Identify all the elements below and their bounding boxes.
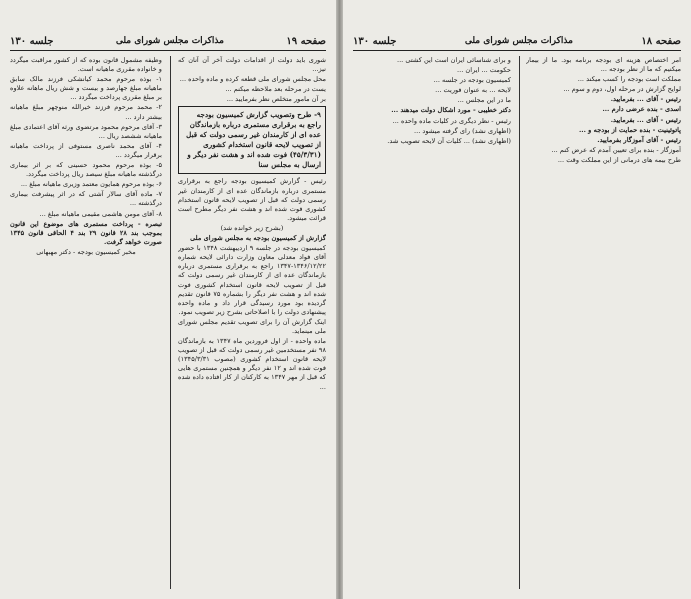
paragraph: یست در مرحله بعد ملاحظه میکنم ...	[225, 85, 326, 94]
speaker-line: رئیس - آقای ... بفرمایید.	[610, 115, 681, 124]
column-divider	[519, 56, 520, 589]
paragraph: گزارش از کمیسیون بودجه به مجلس شورای ملی	[190, 234, 326, 243]
right-page-header	[353, 34, 681, 48]
right-page-title: مذاکرات مجلس شورای ملی	[464, 36, 573, 46]
speaker-line: پاتوئینیت - بنده حمایت از بودجه و ...	[579, 125, 681, 134]
paragraph: امر اختصاص هزینه ای بودجه برنامه بود. ما از بیمار میکنیم که ما از نظر بودجه ...	[526, 56, 681, 74]
paragraph: رئیس - نظر دیگری در کلیات ماده واحده ...	[392, 116, 511, 125]
paragraph: (بشرح زیر خوانده شد)	[220, 223, 284, 232]
paragraph: ب‍ر آن مامور متخلص نظر بفرمایید ...	[226, 95, 326, 104]
paragraph: وظیفه مشمول قانون بوده که از کشور مراقبت میگردد و خانواده مقرری ماهیانه است.	[10, 56, 162, 74]
paragraph: کمیسیون بودجه در جلسه ...	[433, 76, 511, 85]
paragraph: (اظهاری نشد) رای گرفته میشود ...	[414, 126, 511, 135]
left-page-session: جلسه ۱۳۰	[10, 35, 54, 47]
paragraph: (اظهاری نشد) ... کلیات آن لایحه تصویب شد.	[387, 136, 511, 145]
right-page-session: جلسه ۱۳۰	[353, 35, 397, 47]
paragraph: ۷- ماده آقای سالار آشتی که در اثر پیشرفت بیماری درگذشته ...	[10, 190, 162, 208]
right-page-right-column	[526, 56, 681, 595]
speaker-line: رئیس - آقای آموزگار بفرمایید.	[597, 135, 681, 144]
paragraph: و برای شناسائی ایران است این کشتی ...	[396, 56, 511, 64]
paragraph: تبصره - پرداخت مستمری های موضوع این قانون بموجب بند ۲۸ قانون ۲۹ بند ۴ الحاقی قانون ۱۳۴۵ صورت خواهد گرفت.	[10, 219, 162, 246]
paragraph: ماده واحده - از اول فروردین ماه ۱۳۴۷ به بازماندگان ۹۸ نفر مستخدمین غیر رسمی دولت که قبل از تصویب لایحه قانون استخدام کشوری (مصوب ۱۳۴۵/۳/۳۱) فوت شده اند و ۱۲ نفر دیگر و همچنین مستمری هایی که قبل از مهر ۱۳۴۷ به کارکنان از کار افتاده داده شده ...	[178, 337, 326, 391]
right-page-number: صفحه ۱۸	[641, 35, 681, 47]
paragraph: ما در این مجلس ...	[457, 96, 511, 105]
paragraph: ۲- محمد مرحوم فرزند خیرالله منوچهر مبلغ ماهیانه بیشتر دارد ...	[10, 103, 162, 121]
paragraph: طرح بیمه های درمانی از این مملکت وقت ...	[557, 155, 681, 164]
paragraph: لایحه ... به عنوان فوریت ...	[435, 86, 511, 95]
paragraph: رئیس - گزارش کمیسیون بودجه راجع به برقراری مستمری درباره بازماندگان عده ای از کارمندان غیر رسمی دولت که قبل از تصویب لایحه قانون استخدام کشوری فوت شده اند و هشت نفر دیگر مطرح است قرائت میشود.	[178, 177, 326, 222]
header-rule	[353, 50, 681, 51]
right-page-left-column	[353, 56, 511, 595]
paragraph: اینک گزارش آن را برای تصویب تقدیم مجلس شورای ملی مینماید.	[178, 317, 326, 335]
left-page-header	[10, 34, 326, 48]
paragraph: ۵- بوذه مرحوم محمود حسینی که بر اثر بیماری درگذشته ماهیانه مبلغ سیصد ریال پرداخت میگردد.	[10, 161, 162, 179]
paragraph: شوری باید دولت از اقدامات دولت آخر آن آنان که نیز...	[178, 56, 326, 74]
speaker-line: اسدی - بنده عرضی دارم ...	[602, 105, 681, 114]
left-page-title: مذاکرات مجلس شورای ملی	[115, 36, 224, 46]
paragraph: ۳- آقای مرحوم محمود مرتضوی ورثه آقای اعتمادی مبلغ ماهیانه ششصد ریال ...	[10, 122, 162, 140]
paragraph: کمیسیون بودجه در جلسه ۹ اردیبهشت ۱۳۴۸ با حضور آقای فواد معدلی معاون وزارت دارائی لایحه شماره ۱۳۴۶/۱۲/۲۲-۱۳۴۷ راجع به برقراری مستمری درباره بازماندگان عده ای از کارمندان غیر رسمی دولت که قبل از تصویب لایحه قانون استخدام کشوری فوت شده اند و هشت نفر دیگر را بشماره ۷۵ قانون تقدیم گردیده بود مورد رسیدگی قرار داد و ماده واحده پیشنهادی دولت را با اصلاحاتی بشرح زیر تصویب نمود.	[178, 244, 326, 316]
paragraph: حکومت ... ایران ...	[457, 66, 511, 75]
column-divider	[170, 56, 171, 589]
paragraph: ۶- بوذه مرحوم همایون معتمد وزیری ماهیانه مبلغ ...	[20, 180, 162, 189]
header-rule	[10, 50, 326, 51]
left-page-number: صفحه ۱۹	[286, 35, 326, 47]
paragraph: ۸- آقای مومن هاشمی مقیمی ماهیانه مبلغ ...	[39, 209, 162, 218]
speaker-line: دکتر خطیبی - مورد اشکال دولت میدهند ...	[391, 106, 511, 115]
paragraph: آموزگار - بنده برای تعیین آمدم که عرض کنم ...	[551, 145, 681, 154]
left-page-right-column	[178, 56, 326, 595]
paragraph: لوایح گزارش در مرحله اول، دوم و سوم ...	[563, 85, 681, 94]
paragraph: ۱- بوذه مرحوم محمد کیانشکی فرزند مالک سابق ماهیانه مبلغ جهارصد و بیست و شش ریال ماهانه علاوه بر مبلغ مقرری پرداخت میگردد ...	[10, 75, 162, 102]
paragraph: ۴- آقای محمد ناصری مستوفی از پرداخت ماهیانه برقرار میگردد ...	[10, 141, 162, 159]
left-page	[0, 0, 336, 599]
right-page	[343, 0, 691, 599]
paragraph: محل مجلس شورای ملی قطعه کرده و ماده واحده ...	[179, 75, 326, 84]
agenda-item-heading: ۹- طرح وتصویب گزارش کمیسیون بودجه راجع به برقراری مستمری درباره بازماندگان عده ای از کارمندان غیر رسمی دولت که قبل از تصویب لایحه قانون استخدام کشوری (۴۵/۳/۳۱) فوت شده اند و هشت نفر دیگر و ارسال به مجلس سنا	[178, 106, 326, 174]
book-gutter	[336, 0, 343, 599]
speaker-line: رئیس - آقای ... بفرمایید.	[610, 95, 681, 104]
signature-line: مخبر کمیسیون بودجه - دکتر مهبهانی	[36, 247, 136, 256]
paragraph: مملکت است بودجه را کسب میکند ...	[577, 75, 681, 84]
left-page-left-column	[10, 56, 162, 595]
